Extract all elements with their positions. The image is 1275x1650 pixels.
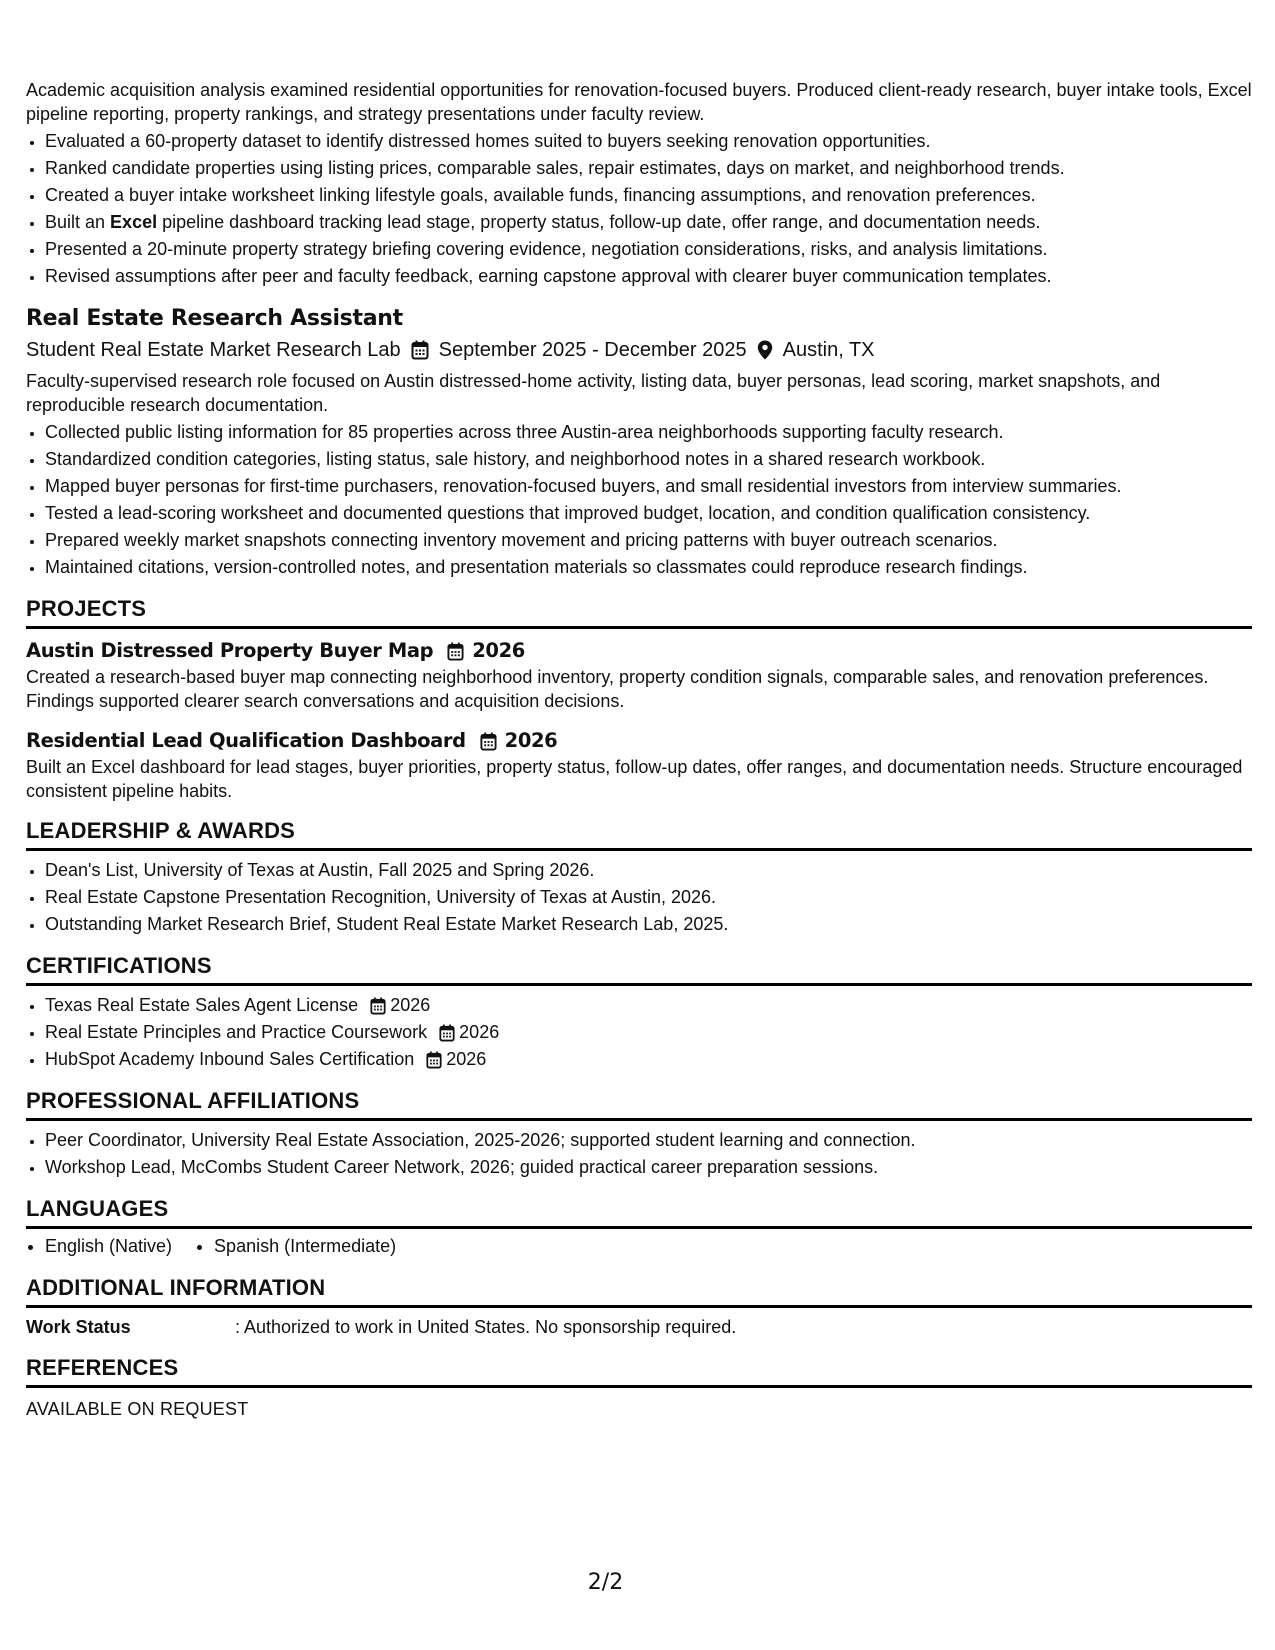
project-title-row xyxy=(26,637,1252,665)
page-number: 2/2 xyxy=(587,1570,624,1595)
job-title: Real Estate Research Assistant xyxy=(26,306,403,331)
certifications-list xyxy=(26,992,1252,1073)
section-heading-affiliations: PROFESSIONAL AFFILIATIONS xyxy=(26,1087,1252,1121)
calendar-icon xyxy=(447,642,464,661)
list-item: • Outstanding Market Research Brief, Student Real Estate Market Research Lab, 2025. xyxy=(45,911,1252,938)
certification-name: • Real Estate Principles and Practice Coursework xyxy=(45,1022,428,1042)
list-item: • Collected public listing information for 85 properties across three Austin-area neighborhoods supporting faculty research. xyxy=(45,419,1252,446)
experience-summary: Academic acquisition analysis examined residential opportunities for renovation-focused buyers. Produced client-ready research, buyer intake tools, Excel pipeline reporting, property rankings, and strategy presentations under faculty review. xyxy=(26,80,1252,124)
list-item: • Real Estate Capstone Presentation Recognition, University of Texas at Austin, 2026. xyxy=(45,884,1252,911)
map-pin-icon xyxy=(757,340,773,360)
experience-bullets xyxy=(26,128,1252,290)
job-bullets xyxy=(26,419,1252,581)
project-title-row xyxy=(26,727,1252,755)
language-item: • English (Native) xyxy=(45,1233,172,1260)
list-item: • Presented a 20-minute property strategy briefing covering evidence, negotiation considerations, risks, and analysis limitations. xyxy=(45,236,1252,263)
list-item: • Workshop Lead, McCombs Student Career Network, 2026; guided practical career preparation sessions. xyxy=(45,1154,1252,1181)
project-description: Created a research-based buyer map connecting neighborhood inventory, property condition signals, comparable sales, and renovation preferences. Findings supported clearer search conversations and acquisition decisions. xyxy=(26,667,1209,711)
project-year: 2026 xyxy=(472,639,525,662)
section-heading-languages: LANGUAGES xyxy=(26,1195,1252,1229)
project-year: 2026 xyxy=(504,729,558,752)
section-heading-references: REFERENCES xyxy=(26,1354,1252,1388)
languages-list xyxy=(26,1233,1252,1260)
certification-year: 2026 xyxy=(446,1049,487,1069)
job-meta xyxy=(26,335,1252,365)
language-item: • Spanish (Intermediate) xyxy=(214,1233,396,1260)
calendar-icon xyxy=(439,1024,455,1042)
calendar-icon xyxy=(370,997,386,1015)
certification-year: 2026 xyxy=(390,995,431,1015)
list-item: • Evaluated a 60-property dataset to identify distressed homes suited to buyers seeking renovation opportunities. xyxy=(45,128,1252,155)
certification-name: • Texas Real Estate Sales Agent License xyxy=(45,995,359,1015)
project-title: Residential Lead Qualification Dashboard xyxy=(26,729,466,752)
work-status-label: Work Status xyxy=(26,1317,131,1337)
list-item: • Tested a lead-scoring worksheet and documented questions that improved budget, location, and condition qualification consistency. xyxy=(45,500,1252,527)
list-item: • Dean's List, University of Texas at Austin, Fall 2025 and Spring 2026. xyxy=(45,857,1252,884)
project-description: Built an Excel dashboard for lead stages, buyer priorities, property status, follow-up dates, offer ranges, and documentation needs. Structure encouraged consistent pipeline habits. xyxy=(26,757,1243,801)
calendar-icon xyxy=(426,1051,442,1069)
calendar-icon xyxy=(480,732,497,751)
job-location: Austin, TX xyxy=(782,339,875,361)
job-organization: Student Real Estate Market Research Lab xyxy=(26,339,401,361)
calendar-icon xyxy=(411,340,429,360)
affiliations-list xyxy=(26,1127,1252,1181)
work-status-value: : Authorized to work in United States. No sponsorship required. xyxy=(235,1317,737,1337)
section-heading-projects: PROJECTS xyxy=(26,595,1252,629)
list-item xyxy=(45,992,1252,1019)
list-item: • Ranked candidate properties using listing prices, comparable sales, repair estimates, days on market, and neighborhood trends. xyxy=(45,155,1252,182)
text-segment: Built an xyxy=(45,212,111,232)
list-item xyxy=(45,1046,1252,1073)
text-segment: pipeline dashboard tracking lead stage, property status, follow-up date, offer range, and documentation needs. xyxy=(157,212,1041,232)
work-status-row xyxy=(26,1314,1252,1340)
list-item xyxy=(45,1019,1252,1046)
list-item: • Standardized condition categories, listing status, sale history, and neighborhood notes in a shared research workbook. xyxy=(45,446,1252,473)
certification-year: 2026 xyxy=(459,1022,500,1042)
list-item: • Revised assumptions after peer and faculty feedback, earning capstone approval with clearer buyer communication templates. xyxy=(45,263,1252,290)
certification-name: • HubSpot Academy Inbound Sales Certification xyxy=(45,1049,415,1069)
job-dates: September 2025 - December 2025 xyxy=(438,339,747,361)
leadership-list xyxy=(26,857,1252,938)
resume-page xyxy=(26,78,1252,1422)
references-text: AVAILABLE ON REQUEST xyxy=(26,1399,249,1419)
section-heading-leadership: LEADERSHIP & AWARDS xyxy=(26,817,1252,851)
section-heading-additional: ADDITIONAL INFORMATION xyxy=(26,1274,1252,1308)
section-heading-certifications: CERTIFICATIONS xyxy=(26,952,1252,986)
list-item: • Mapped buyer personas for first-time purchasers, renovation-focused buyers, and small residential investors from interview summaries. xyxy=(45,473,1252,500)
list-item: • Prepared weekly market snapshots connecting inventory movement and pricing patterns with buyer outreach scenarios. xyxy=(45,527,1252,554)
project-title: Austin Distressed Property Buyer Map xyxy=(26,639,434,662)
job-summary: Faculty-supervised research role focused on Austin distressed-home activity, listing data, buyer personas, lead scoring, market snapshots, and reproducible research documentation. xyxy=(26,371,1161,415)
list-item: • Created a buyer intake worksheet linking lifestyle goals, available funds, financing assumptions, and renovation preferences. xyxy=(45,182,1252,209)
list-item xyxy=(45,209,1252,236)
list-item: • Peer Coordinator, University Real Estate Association, 2025-2026; supported student learning and connection. xyxy=(45,1127,1252,1154)
list-item: • Maintained citations, version-controlled notes, and presentation materials so classmates could reproduce research findings. xyxy=(45,554,1252,581)
bold-keyword: Excel xyxy=(110,212,158,232)
